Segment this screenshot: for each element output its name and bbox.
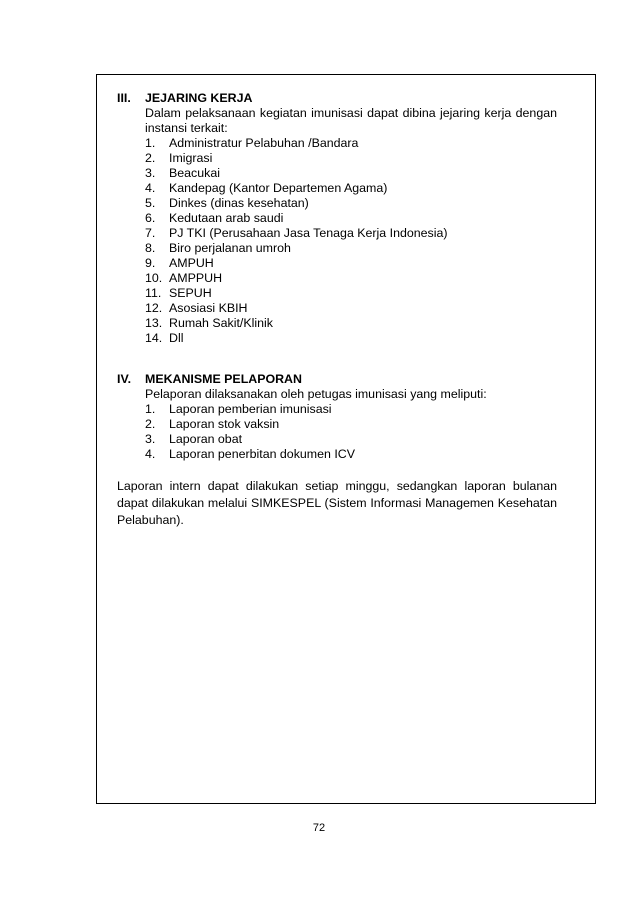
list-item-number: 3. xyxy=(145,432,156,446)
list-item-text: Laporan penerbitan dokumen ICV xyxy=(169,447,355,461)
list-item-number: 11. xyxy=(145,286,162,300)
section-title: JEJARING KERJA xyxy=(145,91,253,105)
list-item xyxy=(145,286,557,301)
list-item-text: SEPUH xyxy=(169,286,212,300)
list-item xyxy=(145,301,557,316)
numbered-list xyxy=(145,402,557,462)
list-item-text: Kandepag (Kantor Departemen Agama) xyxy=(169,181,388,195)
list-item-number: 4. xyxy=(145,447,156,461)
list-item xyxy=(145,271,557,286)
list-item-text: Laporan obat xyxy=(169,432,243,446)
list-item-text: Asosiasi KBIH xyxy=(169,301,248,315)
list-item-text: Dinkes (dinas kesehatan) xyxy=(169,196,309,210)
section-numeral: IV. xyxy=(117,372,132,386)
list-item xyxy=(145,447,557,462)
list-item xyxy=(145,211,557,226)
list-item xyxy=(145,151,557,166)
list-item-number: 9. xyxy=(145,256,156,270)
list-item-number: 6. xyxy=(145,211,156,225)
list-item-number: 4. xyxy=(145,181,156,195)
list-item xyxy=(145,331,557,346)
list-item-text: Administratur Pelabuhan /Bandara xyxy=(169,136,359,150)
list-item xyxy=(145,196,557,211)
list-item-text: Dll xyxy=(169,331,184,345)
section-heading xyxy=(117,91,557,106)
list-item-number: 12. xyxy=(145,301,163,315)
list-item-number: 13. xyxy=(145,316,163,330)
numbered-list xyxy=(145,136,557,346)
list-item-text: AMPPUH xyxy=(169,271,223,285)
list-item-text: Laporan stok vaksin xyxy=(169,417,280,431)
list-item-text: Kedutaan arab saudi xyxy=(169,211,284,225)
list-item-number: 10. xyxy=(145,271,163,285)
list-item-text: Imigrasi xyxy=(169,151,213,165)
list-item-text: Beacukai xyxy=(169,166,220,180)
section-intro: Pelaporan dilaksanakan oleh petugas imunisasi yang meliputi: xyxy=(145,387,487,401)
section-mekanisme-pelaporan xyxy=(117,372,557,462)
list-item xyxy=(145,166,557,181)
section-heading xyxy=(117,372,557,387)
list-item-number: 2. xyxy=(145,151,156,165)
list-item xyxy=(145,226,557,241)
list-item-number: 7. xyxy=(145,226,156,240)
section-jejaring-kerja xyxy=(117,91,557,346)
list-item xyxy=(145,136,557,151)
list-item xyxy=(145,256,557,271)
list-item-number: 3. xyxy=(145,166,156,180)
page-number: 72 xyxy=(312,822,326,834)
list-item xyxy=(145,241,557,256)
list-item-number: 14. xyxy=(145,331,163,345)
list-item-text: Laporan pemberian imunisasi xyxy=(169,402,332,416)
closing-paragraph: Laporan intern dapat dilakukan setiap minggu, sedangkan laporan bulanan dapat dilakukan melalui SIMKESPEL (Sistem Informasi Managemen Kesehatan Pelabuhan). xyxy=(117,479,557,527)
list-item-number: 1. xyxy=(145,136,156,150)
list-item xyxy=(145,402,557,417)
section-intro: Dalam pelaksanaan kegiatan imunisasi dapat dibina jejaring kerja dengan instansi terkait: xyxy=(145,106,557,135)
section-title: MEKANISME PELAPORAN xyxy=(145,372,302,386)
list-item-number: 8. xyxy=(145,241,156,255)
list-item-number: 1. xyxy=(145,402,156,416)
list-item-text: Rumah Sakit/Klinik xyxy=(169,316,273,330)
list-item-text: AMPUH xyxy=(169,256,214,270)
list-item-number: 2. xyxy=(145,417,156,431)
list-item-text: Biro perjalanan umroh xyxy=(169,241,291,255)
section-numeral: III. xyxy=(117,91,131,105)
list-item-text: PJ TKI (Perusahaan Jasa Tenaga Kerja Indonesia) xyxy=(169,226,448,240)
list-item xyxy=(145,316,557,331)
list-item xyxy=(145,417,557,432)
list-item xyxy=(145,432,557,447)
list-item-number: 5. xyxy=(145,196,156,210)
list-item xyxy=(145,181,557,196)
